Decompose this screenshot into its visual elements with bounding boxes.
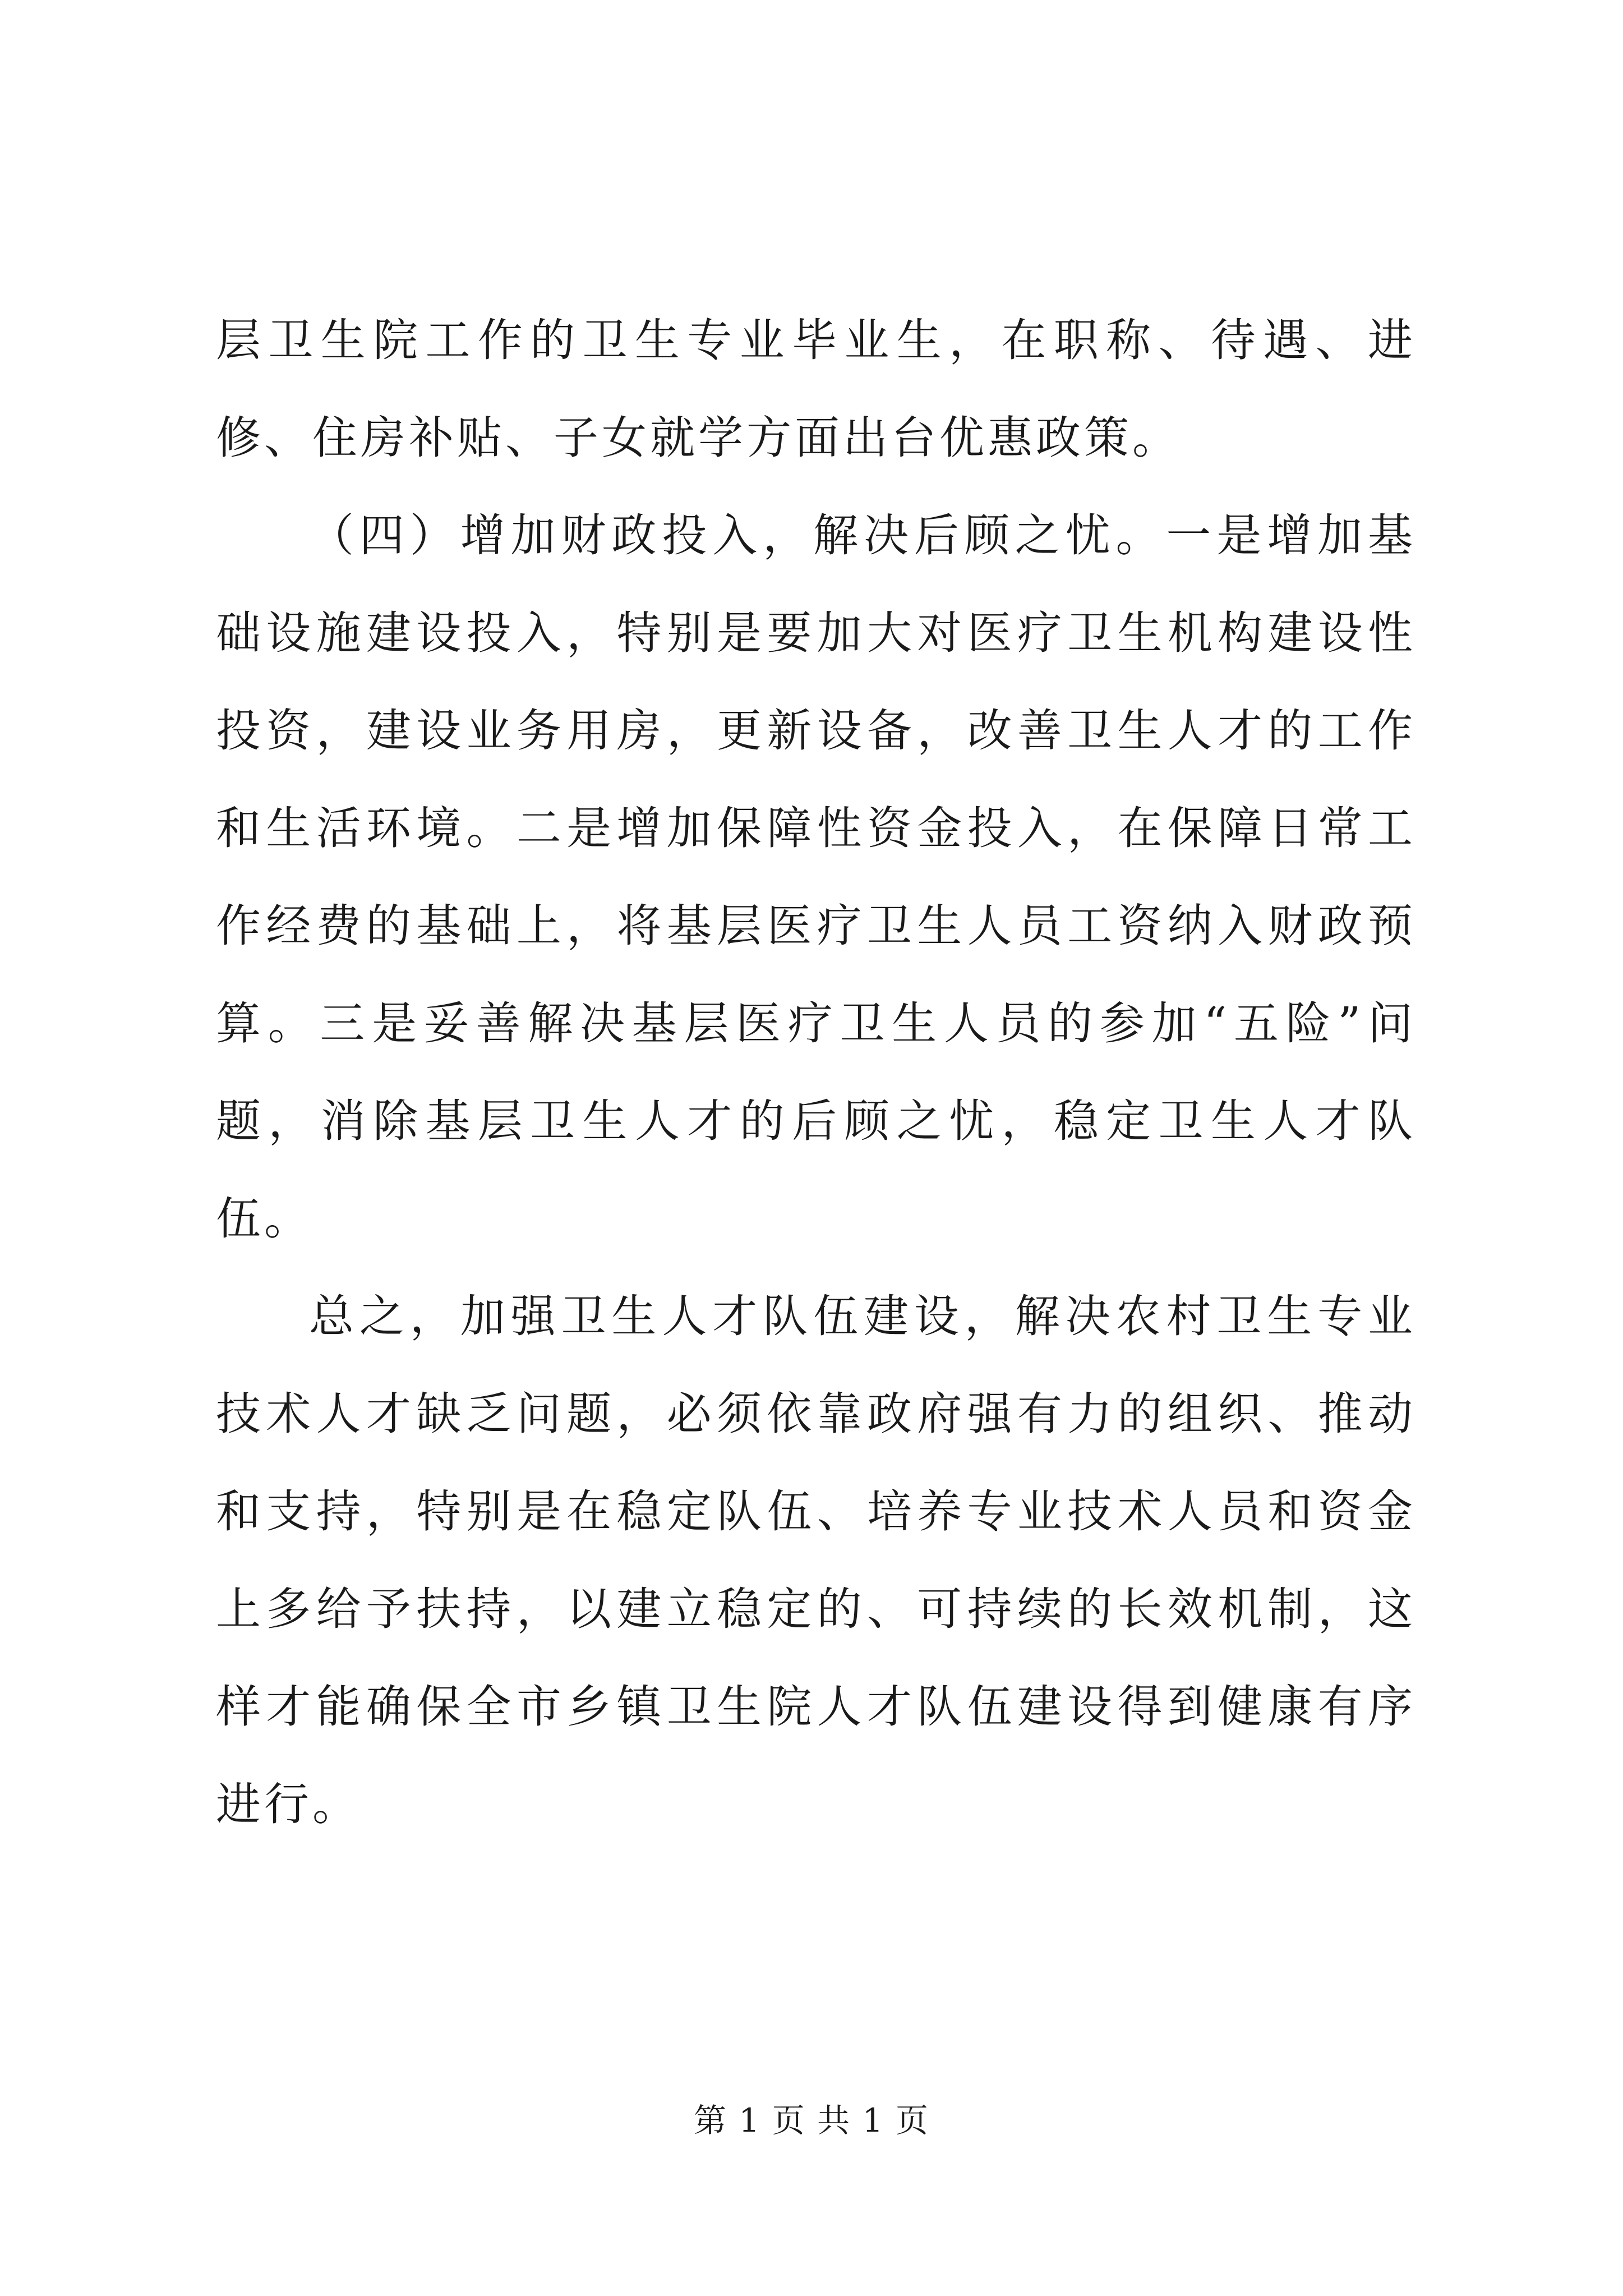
- paragraph-section-four: （四）增加财政投入，解决后顾之忧。一是增加基础设施建设投入，特别是要加大对医疗卫生机构建设性投资，建设业务用房，更新设备，改善卫生人才的工作和生活环境。二是增加保障性资金投入，在保障日常工作经费的基础上，将基层医疗卫生人员工资纳入财政预算。三是妥善解决基层医疗卫生人员的参加“五险”问题，消除基层卫生人才的后顾之忧，稳定卫生人才队伍。: [216, 509, 1416, 1245]
- paragraph-conclusion: 总之，加强卫生人才队伍建设，解决农村卫生专业技术人才缺乏问题，必须依靠政府强有力的组织、推动和支持，特别是在稳定队伍、培养专业技术人员和资金上多给予扶持，以建立稳定的、可持续的长效机制，这样才能确保全市乡镇卫生院人才队伍建设得到健康有序进行。: [216, 1290, 1416, 1830]
- paragraph-continuation: 层卫生院工作的卫生专业毕业生，在职称、待遇、进修、住房补贴、子女就学方面出台优惠政策。: [216, 314, 1416, 464]
- page-footer: 第 1 页 共 1 页: [694, 2101, 929, 2139]
- document-body: [216, 292, 1416, 1853]
